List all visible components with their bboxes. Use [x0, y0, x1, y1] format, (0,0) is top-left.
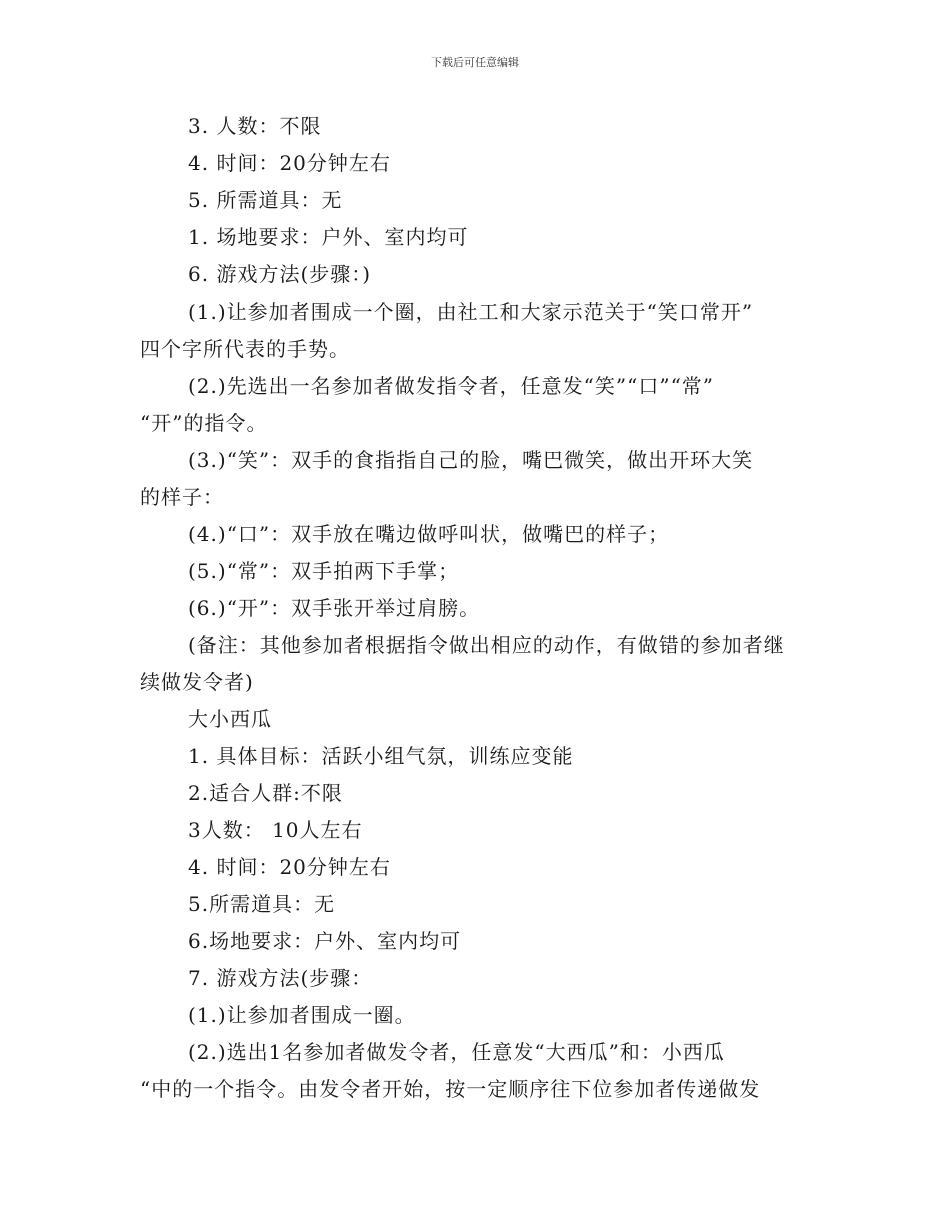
text-line: 四个字所代表的手势。	[140, 337, 350, 361]
text-line: 3人数： 10人左右	[188, 818, 363, 842]
text-line: (备注：其他参加者根据指令做出相应的动作，有做错的参加者继	[188, 633, 785, 657]
text-line: 3. 人数：不限	[188, 114, 322, 138]
text-line: 2.适合人群:不限	[188, 781, 343, 805]
text-line: (2.)先选出一名参加者做发指令者，任意发“笑”“口”“常”	[188, 374, 715, 398]
text-line: 7. 游戏方法(步骤：	[188, 966, 373, 990]
text-line: (6.)“开”：双手张开举过肩膀。	[188, 596, 481, 620]
text-line: (1.)让参加者围成一圈。	[188, 1003, 416, 1027]
text-line: (2.)选出1名参加者做发令者，任意发“大西瓜”和：小西瓜	[188, 1040, 725, 1064]
text-line: 续做发令者)	[140, 670, 254, 694]
text-line: “开”的指令。	[140, 411, 268, 435]
text-line: 6.场地要求：户外、室内均可	[188, 929, 462, 953]
text-line: 的样子：	[140, 485, 224, 509]
text-line: (4.)“口”：双手放在嘴边做呼叫状，做嘴巴的样子；	[188, 522, 670, 546]
text-line: 1. 具体目标：活跃小组气氛，训练应变能	[188, 744, 574, 768]
text-line: (5.)“常”：双手拍两下手掌；	[188, 559, 460, 583]
text-line: (3.)“笑”：双手的食指指自己的脸，嘴巴微笑，做出开环大笑	[188, 448, 754, 472]
page-header: 下载后可任意编辑	[431, 56, 519, 69]
text-line: 5. 所需道具：无	[188, 188, 343, 212]
text-line: 4. 时间：20分钟左右	[188, 151, 391, 175]
text-line: 6. 游戏方法(步骤：)	[188, 262, 372, 286]
text-line: 1. 场地要求：户外、室内均可	[188, 225, 469, 249]
section-title: 大小西瓜	[188, 707, 272, 731]
text-line: 4. 时间：20分钟左右	[188, 855, 391, 879]
text-line: (1.)让参加者围成一个圈，由社工和大家示范关于“笑口常开”	[188, 300, 754, 324]
text-line: “中的一个指令。由发令者开始，按一定顺序往下位参加者传递做发	[140, 1077, 761, 1101]
text-line: 5.所需道具：无	[188, 892, 336, 916]
